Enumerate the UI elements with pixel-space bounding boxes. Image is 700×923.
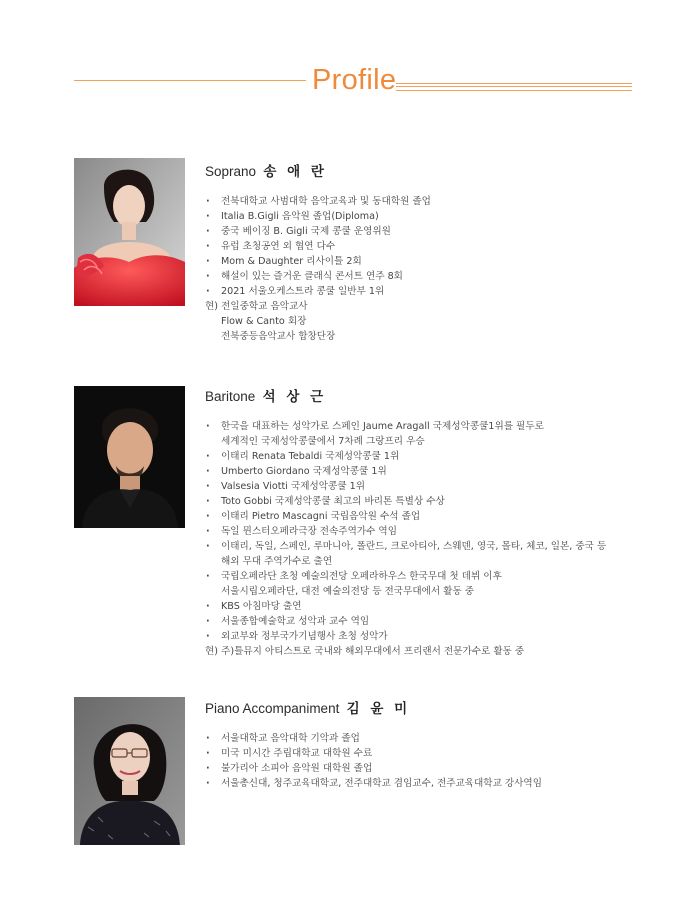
current-position: 전북중등음악교사 합창단장: [221, 331, 336, 342]
profile-name: 김 윤 미: [346, 701, 411, 717]
page-header: [0, 0, 700, 110]
list-item-line: 세계적인 국제성악콩쿨에서 7차례 그랑프리 우승: [221, 436, 425, 447]
list-item: · 서울종합예술학교 성악과 교수 역임: [205, 614, 645, 629]
current-position: 현) 전일중학교 음악교사: [205, 301, 308, 312]
page-title: Profile: [312, 64, 397, 96]
profile-heading: [205, 385, 645, 405]
career-list: [205, 419, 645, 644]
profile-name: 석 상 근: [262, 389, 327, 405]
list-item-line: · 한국을 대표하는 성악가로 스페인 Jaume Aragall 국제성악콩쿨1위를 필두로: [221, 421, 544, 432]
list-item: · 서울총신대, 청주교육대학교, 전주대학교 겸임교수, 전주교육대학교 강사역임: [205, 776, 645, 791]
profile-name: 송 애 란: [263, 164, 327, 180]
baritone-info: [205, 385, 645, 659]
career-list: [205, 731, 645, 791]
list-item: · Umberto Giordano 국제성악콩쿨 1위: [205, 464, 645, 479]
list-item: · 독일 뮌스터오페라극장 전속주역가수 역임: [205, 524, 645, 539]
list-item-line: 해외 무대 주역가수로 출연: [221, 556, 333, 567]
list-item: · 미국 미시간 주립대학교 대학원 수료: [205, 746, 645, 761]
baritone-portrait-image: [74, 386, 185, 528]
list-item: · KBS 아침마당 출연: [205, 599, 645, 614]
piano-photo: [74, 697, 185, 845]
current-position: 현) 주)틀뮤지 아티스트로 국내와 해외무대에서 프리랜서 전문가수로 활동 중: [205, 646, 525, 657]
list-item: · 전북대학교 사범대학 음악교육과 및 동대학원 졸업: [205, 194, 645, 209]
profile-heading: [205, 697, 645, 717]
list-item: · 불가리아 소피아 음악원 대학원 졸업: [205, 761, 645, 776]
profile-role: Piano Accompaniment: [205, 701, 340, 716]
header-rule-right: [396, 83, 632, 91]
current-positions: [205, 299, 645, 344]
soprano-info: [205, 160, 645, 344]
list-item: · 중국 베이징 B. Gigli 국제 콩쿨 운영위원: [205, 224, 645, 239]
piano-info: [205, 697, 645, 791]
profile-role: Soprano: [205, 164, 257, 179]
list-item: · 서울대학교 음악대학 기악과 졸업: [205, 731, 645, 746]
list-item: · 유럽 초청공연 외 협연 다수: [205, 239, 645, 254]
career-list: [205, 194, 645, 299]
list-item: · Toto Gobbi 국제성악콩쿨 최고의 바리톤 특별상 수상: [205, 494, 645, 509]
list-item: · 외교부와 정부국가기념행사 초청 성악가: [205, 629, 645, 644]
list-item: [205, 419, 645, 449]
list-item: · 이태리 Pietro Mascagni 국립음악원 수석 졸업: [205, 509, 645, 524]
current-position: Flow & Canto 회장: [221, 316, 307, 327]
list-item: · 해설이 있는 즐거운 클래식 콘서트 연주 8회: [205, 269, 645, 284]
pianist-portrait-image: [74, 697, 185, 845]
list-item: [205, 539, 645, 569]
list-item-line: 서울시립오페라단, 대전 예술의전당 등 전국무대에서 활동 중: [221, 586, 475, 597]
current-positions: [205, 644, 645, 659]
profile-role: Baritone: [205, 389, 256, 404]
list-item: · Valsesia Viotti 국제성악콩쿨 1위: [205, 479, 645, 494]
list-item: · Italia B.Gigli 음악원 졸업(Diploma): [205, 209, 645, 224]
list-item: · 2021 서울오케스트라 콩쿨 일반부 1위: [205, 284, 645, 299]
list-item: · Mom & Daughter 리사이틀 2회: [205, 254, 645, 269]
list-item-line: · 국립오페라단 초청 예술의전당 오페라하우스 한국무대 첫 데뷔 이후: [221, 571, 502, 582]
baritone-photo: [74, 386, 185, 528]
list-item: [205, 569, 645, 599]
soprano-portrait-image: [74, 158, 185, 306]
list-item: · 이태리 Renata Tebaldi 국제성악콩쿨 1위: [205, 449, 645, 464]
list-item-line: · 이태리, 독일, 스페인, 루마니아, 폴란드, 크로아티아, 스웨덴, 영국, 몰타, 체코, 일본, 중국 등: [221, 541, 607, 552]
soprano-photo: [74, 158, 185, 306]
profile-heading: [205, 160, 645, 180]
header-rule-left: [74, 80, 306, 81]
